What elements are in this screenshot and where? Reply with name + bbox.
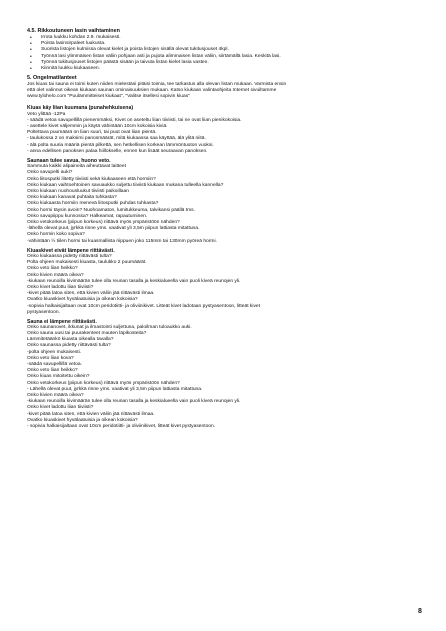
problem-line: -polta ohjeen mukaisesti. <box>27 349 82 355</box>
problem-line: - taulukossa 2 on maksimi panosmäärät, mitä kiukaassa saa käyttää, älä ylitä niitä. <box>27 136 206 142</box>
problem-heading: Kiuas käy liian kuumana (punahehkuisena) <box>27 105 134 112</box>
problem-line: -kivet pitää latoa siten, että kivien väliin jää riittävästi ilmaa. <box>27 411 155 417</box>
problem-line: Onko kivet ladottu liian tiiviisti? <box>27 285 94 291</box>
problem-line: -lähellä olevat puut, jyrkkä rinne yms. vaativat yli 3,5m piipun lattiasta mitattuna. <box>27 226 200 232</box>
problem-line: Onko hormin koko sopiva? <box>27 232 85 238</box>
problem-line: Onko kiukaan kanavat puhtaita tuhkasta? <box>27 195 117 201</box>
problem-line: Polta ohjeen mukaisesti kiuasta, taulukko 2 puumäärät. <box>27 260 147 266</box>
problem-line: Onko liitosputki liitetty tiiviisti sekä kiukaaseen että hormiin? <box>27 176 156 182</box>
list-item: • Poista lasinsirpaleet luukusta. <box>27 41 425 47</box>
page-number: 8 <box>418 608 422 615</box>
list-item: • Työnnä lasi ylimmäisen listan väliin pohjaan asti ja pujota alimmaisen listan väliin, siirtämällä lasia. Keskitä lasi. <box>27 54 425 60</box>
problem-line: - anna edellisen panoksen palaa hiillokselle, ennen kun lisäät seuraavan panoksen. <box>27 148 208 154</box>
problem-line: Onko vetokorkeus (piipun korkeus) riittävä myös ympäristöön nähden? <box>27 380 180 386</box>
intro-line: www.tylohelo.com "Puulämmitteiset kiukaat", "Valitse itsellesi sopivin kiuas" <box>27 94 190 100</box>
problem-line: - asettele kivet väljemmin ja käytä vähintään 10cm kokoisia kiviä. <box>27 123 168 129</box>
problem-line: Onko savupiippu kunnossa? Halkeamat, rapautuminen. <box>27 213 148 219</box>
problem-line: Veto ylittää -12Pa <box>27 111 66 117</box>
list-item: • Työnnä tukitusjouset listojen päästä sisään ja taivuta listan kielet lasia vasten. <box>27 60 425 66</box>
problem-line: Onko hormi täysin avoin? Nuohoamaton, lumitukkeuma, talvikansi päällä tms. <box>27 207 195 213</box>
problem-line: Onko sauna uusi tai puurakenteet muuten läpikosteita? <box>27 330 147 336</box>
problem-heading: Saunaan tulee savua, huono veto. <box>27 157 111 164</box>
problem-line: Ovatko kiuaskivet hyvälaatuisia ja oikean kokoisia? <box>27 417 138 423</box>
problem-heading: Sauna ei lämpene riittävästi. <box>27 318 97 325</box>
problem-line: -säädä savupellillä vetoa. <box>27 361 82 367</box>
problem-line: Onko kiukaasta hormiin menevä liitosputki puhdas tuhkasta? <box>27 201 159 207</box>
problem-line: Onko kivet ladottu liian tiiviisti? <box>27 405 94 411</box>
intro-line: Jos kiuas tai sauna ei toimi kuten niiden mielestäsi pitäisi toimia, tee tarkastus alla olevan listan mukaan. Varmista ensin <box>27 81 287 87</box>
problem-line: Onko kiukaassa pidetty riittävästi tulta? <box>27 254 112 259</box>
section-5-intro <box>27 82 425 101</box>
problem-line: Ovatko kiuaskivet hyvälaatuisia ja oikean kokoisia? <box>27 297 138 303</box>
problem-line: Onko veto liian heikko? <box>27 266 78 272</box>
problem-heading: Kiuaskivet eivät lämpene riittävästi. <box>27 247 115 254</box>
problem-line: pystyasentoon. <box>27 309 60 315</box>
problem-line: -kivet pitää latoa siten, että kivien väliin jää riittävästi ilmaa. <box>27 291 155 297</box>
intro-line: että olet valinnut oikean kiukaan saunan ominaisuuksien mukaan. Katso kiukaan valintaohjeita Internet sivuiltamme <box>27 87 277 93</box>
problem-line: Onko kiuas mitoitettu oikein? <box>27 374 90 380</box>
problem-line: - älä polta suuria määriä pientä pilkettä, sen hetkellisen korkean lämmöntuoton vuoksi. <box>27 142 214 148</box>
problem-line: Lämmitetäänkö kiuasta oikealla tavalla? <box>27 337 114 343</box>
section-5-title: 5. Ongelmatilanteet <box>27 74 77 81</box>
problem-line: Onko kivien määrä oikea? <box>27 272 84 278</box>
problem-line: Onko veto liian heikko? <box>27 368 78 374</box>
problem-line: Sammuta kaikki alipaineita aiheuttavat laitteet <box>27 164 126 170</box>
troubleshooting-list-b <box>27 319 425 431</box>
problem-line: -vähintään ½ tiilen hormi tai kuasmallista riippuen joko 115mm tai 130mm pyöreä hormi. <box>27 238 217 244</box>
problem-line: Onko savupelti auki? <box>27 170 73 176</box>
problem-line: Onko saunanovet, ikkunat ja ilmastointi suljettuna, paloilman tuloaukko auki. <box>27 324 192 330</box>
problem-line: - Lähellä olevat puut, jyrkkä rinne yms. vaativat yli 3,5m piipun lattiasta mitattuna. <box>27 386 203 392</box>
list-item: • Kiinnitä luukku kiukaaseen. <box>27 66 425 72</box>
list-item: • Irrota luukku kohdan 2.9. mukaisesti. <box>27 35 425 41</box>
problem-line: Onko kiukaan vaihtoehtoinen savuaukko suljettu tiiviisti kiukaan mukana tulleella kannella? <box>27 182 224 188</box>
problem-line: -kiukaan reunoilla kivimäärän tulee olla reunan tasalla ja keskialueella vain puoli kiveä reunojen yli. <box>27 399 241 405</box>
problem-line: - säädä vetoa savupellillä pienemmäksi, Kivet on aseteltu liian tiiviisti, tai ne ovat liian pienikokoisia. <box>27 117 242 123</box>
problem-line: Onko kivien määrä oikea? <box>27 392 84 398</box>
section-4-5-title: 4.5. Rikkoutuneen lasin vaihtaminen <box>27 28 120 34</box>
problem-line: -sopivia halkaisijaltaan ovat 10cm peridotiitti- ja oliviinikivet. Litteät kivet ladotaan pystyasentoon, litteät kivet <box>27 303 260 309</box>
troubleshooting-list-a <box>27 105 425 316</box>
problem-line: Onko veto liian kova? <box>27 355 74 361</box>
document-page <box>27 28 425 430</box>
glass-replacement-steps <box>27 35 425 72</box>
problem-line: Poltettava puumäärä on liian suuri, tai puut ovat liian pientä. <box>27 130 157 136</box>
problem-line: - sopivia halkaisijaltaan ovat 10cm peridotiitti- ja oliviinikivet, litteät kivet pystyasentoon. <box>27 423 216 429</box>
problem-line: Onko vetokorkeus (piipun korkeus) riittävä myös ympäristöön nähden? <box>27 219 180 225</box>
list-item: • Suorista listojen kulmissa olevat kielet ja poista listojen sisällä olevat tukitusjouset 4kpl. <box>27 47 425 53</box>
problem-line: -kiukaan reunoilla kivimäärän tulee olla reunan tasalla ja keskialueella vain puoli kiveä reunojen yli. <box>27 278 241 284</box>
problem-line: Onko saunassa pidetty riittävästi tulta? <box>27 343 111 349</box>
problem-line: Onko kiukaan nuohousluukut tiiviisti paikoillaan <box>27 188 129 194</box>
